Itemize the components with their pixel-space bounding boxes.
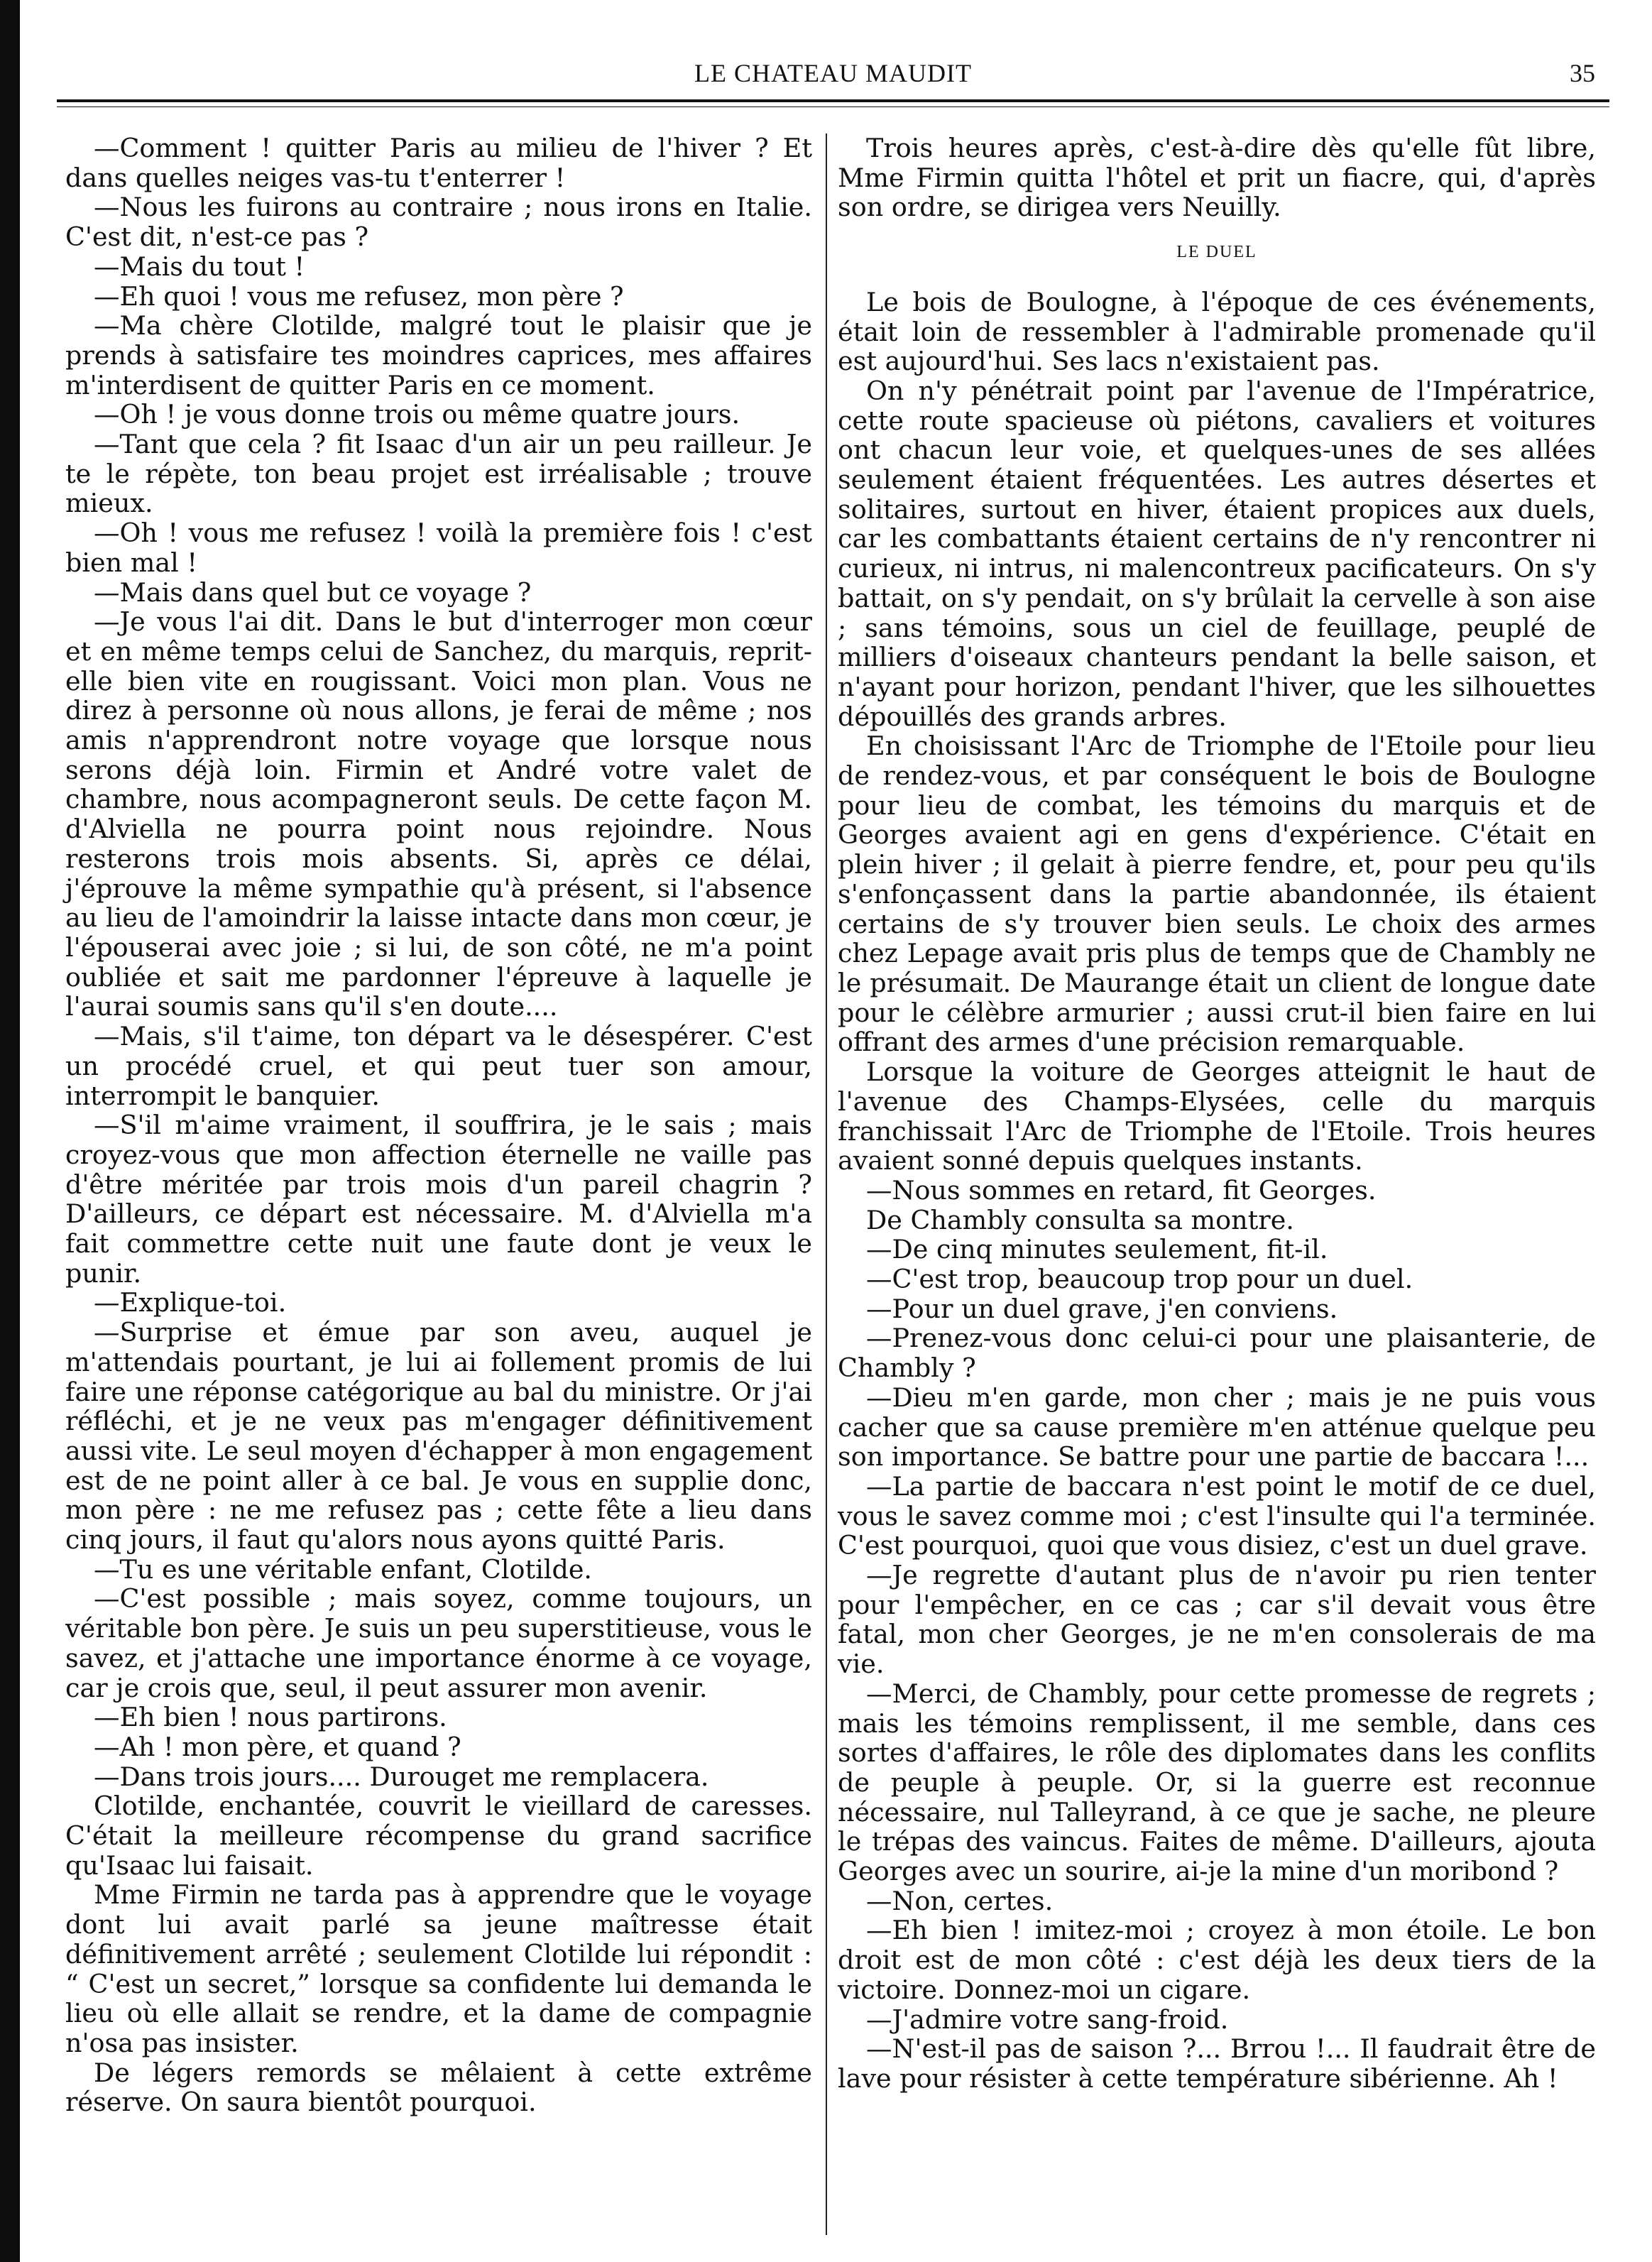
paragraph: Clotilde, enchantée, couvrit le vieillard de caresses. C'était la meilleure récompense du grand sacrifice qu'Isaac lui faisait.: [65, 1791, 812, 1881]
paragraph: —Non, certes.: [866, 1885, 1054, 1916]
header-rule-thick: [57, 99, 1609, 102]
column-divider: [826, 133, 827, 2235]
paragraph: —Surprise et émue par son aveu, auquel je m'attendais pourtant, je lui ai follement promis de lui faire une réponse catégorique au bal du ministre. Or j'ai réfléchi, et je ne veux pas m'engager définitivement aussi vite. Le seul moyen d'échapper à mon engagement est de ne point aller à ce bal. Je vous en supplie donc, mon père : ne me refusez pas ; cette fête a lieu dans cinq jours, il faut qu'alors nous ayons quitté Paris.: [65, 1317, 812, 1556]
paragraph: —C'est trop, beaucoup trop pour un duel.: [866, 1264, 1413, 1295]
page-number: 35: [1570, 59, 1595, 87]
paragraph: —De cinq minutes seulement, fit-il.: [866, 1234, 1328, 1265]
paragraph: —Nous sommes en retard, fit Georges.: [866, 1174, 1377, 1206]
paragraph: —La partie de baccara n'est point le motif de ce duel, vous le savez comme moi ; c'est l'insulte qui l'a terminée. C'est pourquoi, quoi que vous disiez, c'est un duel grave.: [838, 1470, 1596, 1561]
paragraph: —Tant que cela ? fit Isaac d'un air un peu railleur. Je te le répète, ton beau projet est irréalisable ; trouve mieux.: [65, 429, 812, 519]
header-rule-thin: [57, 106, 1609, 107]
paragraph: —Mais du tout !: [94, 251, 305, 282]
paragraph: De Chambly consulta sa montre.: [866, 1204, 1294, 1235]
paragraph: —Ah ! mon père, et quand ?: [94, 1731, 461, 1762]
paragraph: —Mais, s'il t'aime, ton départ va le désespérer. C'est un procédé cruel, et qui peut tuer son amour, interrompit le banquier.: [65, 1021, 812, 1111]
page-title: LE CHATEAU MAUDIT: [694, 59, 972, 87]
paragraph: —Eh bien ! imitez-moi ; croyez à mon étoile. Le bon droit est de mon côté : c'est déjà les deux tiers de la victoire. Donnez-moi un cigare.: [838, 1915, 1596, 2005]
paragraph: —N'est-il pas de saison ?... Brrou !... Il faudrait être de lave pour résister à cette température sibérienne. Ah !: [838, 2033, 1596, 2094]
paragraph: Le bois de Boulogne, à l'époque de ces événements, était loin de ressembler à l'admirable promenade qu'il est aujourd'hui. Ses lacs n'existaient pas.: [838, 286, 1596, 377]
paragraph: De légers remords se mêlaient à cette extrême réserve. On saura bientôt pourquoi.: [65, 2057, 812, 2118]
paragraph: Trois heures après, c'est-à-dire dès qu'elle fût libre, Mme Firmin quitta l'hôtel et prit un fiacre, qui, d'après son ordre, se dirigea vers Neuilly.: [838, 133, 1596, 223]
paragraph: —C'est possible ; mais soyez, comme toujours, un véritable bon père. Je suis un peu superstitieuse, vous le savez, et j'attache une importance énorme à ce voyage, car je crois que, seul, il peut assurer mon avenir.: [65, 1583, 812, 1703]
paragraph: —Comment ! quitter Paris au milieu de l'hiver ? Et dans quelles neiges vas-tu t'enterrer !: [65, 133, 812, 193]
paragraph: —Oh ! je vous donne trois ou même quatre jours.: [94, 399, 740, 430]
paragraph: On n'y pénétrait point par l'avenue de l'Impératrice, cette route spacieuse où piétons, cavaliers et voitures ont chacun leur voie, et quelques-unes de ses allées seulement étaient fréquentées. Les autres désertes et solitaires, surtout en hiver, étaient propices aux duels, car les combattants étaient certains de n'y rencontrer ni curieux, ni intrus, ni malencontreux pacificateurs. On s'y battait, on s'y pendait, on s'y brûlait la cervelle à son aise ; sans témoins, sous un ciel de feuillage, peuplé de milliers d'oiseaux chanteurs pendant la belle saison, et n'ayant pour horizon, pendant l'hiver, que les silhouettes dépouillés des grands arbres.: [838, 375, 1596, 732]
paragraph: —J'admire votre sang-froid.: [866, 2004, 1229, 2035]
paragraph: —Dans trois jours.... Durouget me remplacera.: [94, 1761, 709, 1792]
paragraph: —Dieu m'en garde, mon cher ; mais je ne puis vous cacher que sa cause première m'en atténue quelque peu son importance. Se battre pour une partie de baccara !...: [838, 1382, 1596, 1473]
paragraph: —Oh ! vous me refusez ! voilà la première fois ! c'est bien mal !: [65, 518, 812, 578]
paragraph: —Je vous l'ai dit. Dans le but d'interroger mon cœur et en même temps celui de Sanchez, du marquis, reprit-elle bien vite en rougissant. Voici mon plan. Vous ne direz à personne où nous allons, je ferai de même ; nos amis n'apprendront notre voyage que lorsque nous serons déjà loin. Firmin et André votre valet de chambre, nous acompagneront seuls. De cette façon M. d'Alviella ne pourra point nous rejoindre. Nous resterons trois mois absents. Si, après ce délai, j'éprouve la même sympathie qu'à présent, si l'absence au lieu de l'amoindrir la laisse intacte dans mon cœur, je l'épouserai avec joie ; si lui, de son côté, ne m'a point oubliée et sait me pardonner l'épreuve à laquelle je l'aurai soumis sans qu'il s'en doute....: [65, 606, 812, 1022]
paragraph: —Pour un duel grave, j'en conviens.: [866, 1293, 1338, 1324]
paragraph: —Prenez-vous donc celui-ci pour une plaisanterie, de Chambly ?: [838, 1323, 1596, 1384]
left-column: [65, 133, 812, 2117]
paragraph: Lorsque la voiture de Georges atteignit le haut de l'avenue des Champs-Elysées, celle du marquis franchissait l'Arc de Triomphe de l'Etoile. Trois heures avaient sonné depuis quelques instants.: [838, 1056, 1596, 1176]
paragraph: —Eh bien ! nous partirons.: [94, 1702, 447, 1733]
paragraph: —Explique-toi.: [94, 1287, 287, 1318]
paragraph: —Merci, de Chambly, pour cette promesse de regrets ; mais les témoins remplissent, il me semble, dans ces sortes d'affaires, le rôle des diplomates dans les conflits de peuple à peuple. Or, si la guerre est reconnue nécessaire, nul Talleyrand, à ce que je sache, ne pleure le trépas des vaincus. Faites de même. D'ailleurs, ajouta Georges avec un sourire, ai-je la mine d'un moribond ?: [838, 1678, 1596, 1887]
paragraph: —Mais dans quel but ce voyage ?: [94, 577, 532, 608]
paragraph: —Ma chère Clotilde, malgré tout le plaisir que je prends à satisfaire tes moindres caprices, mes affaires m'interdisent de quitter Paris en ce moment.: [65, 310, 812, 400]
paragraph: —Eh quoi ! vous me refusez, mon père ?: [94, 280, 624, 312]
paragraph: —S'il m'aime vraiment, il souffrira, je le sais ; mais croyez-vous que mon affection éternelle ne vaille pas d'être méritée par trois mois d'un pareil chagrin ? D'ailleurs, ce départ est nécessaire. M. d'Alviella m'a fait commettre cette nuit une faute dont je veux le punir.: [65, 1110, 812, 1289]
paragraph: —Tu es une véritable enfant, Clotilde.: [94, 1553, 593, 1585]
paragraph: —Je regrette d'autant plus de n'avoir pu rien tenter pour l'empêcher, en ce cas ; car s'il devait vous être fatal, mon cher Georges, je ne m'en consolerais de ma vie.: [838, 1560, 1596, 1680]
paragraph: Mme Firmin ne tarda pas à apprendre que le voyage dont lui avait parlé sa jeune maîtresse était définitivement arrêté ; seulement Clotilde lui répondit : “ C'est un secret,” lorsque sa confidente lui demanda le lieu où elle allait se rendre, et la dame de compagnie n'osa pas insister.: [65, 1879, 812, 2058]
right-column: [838, 133, 1596, 2094]
paragraph: —Nous les fuirons au contraire ; nous irons en Italie. C'est dit, n'est-ce pas ?: [65, 192, 812, 253]
binding-edge: [0, 0, 20, 2262]
paragraph: En choisissant l'Arc de Triomphe de l'Etoile pour lieu de rendez-vous, et par conséquent le bois de Boulogne pour lieu de combat, les témoins du marquis et de Georges avaient agi en gens d'expérience. C'était en plein hiver ; il gelait à pierre fendre, et, pour peu qu'ils s'enfonçassent dans la partie abandonnée, ils étaient certains de s'y trouver bien seuls. Le choix des armes chez Lepage avait pris plus de temps que de Chambly ne le présumait. De Maurange était un client de longue date pour le célèbre armurier ; aussi crut-il bien faire en lui offrant des armes d'une précision remarquable.: [838, 731, 1596, 1058]
section-heading: LE DUEL: [1176, 243, 1257, 262]
